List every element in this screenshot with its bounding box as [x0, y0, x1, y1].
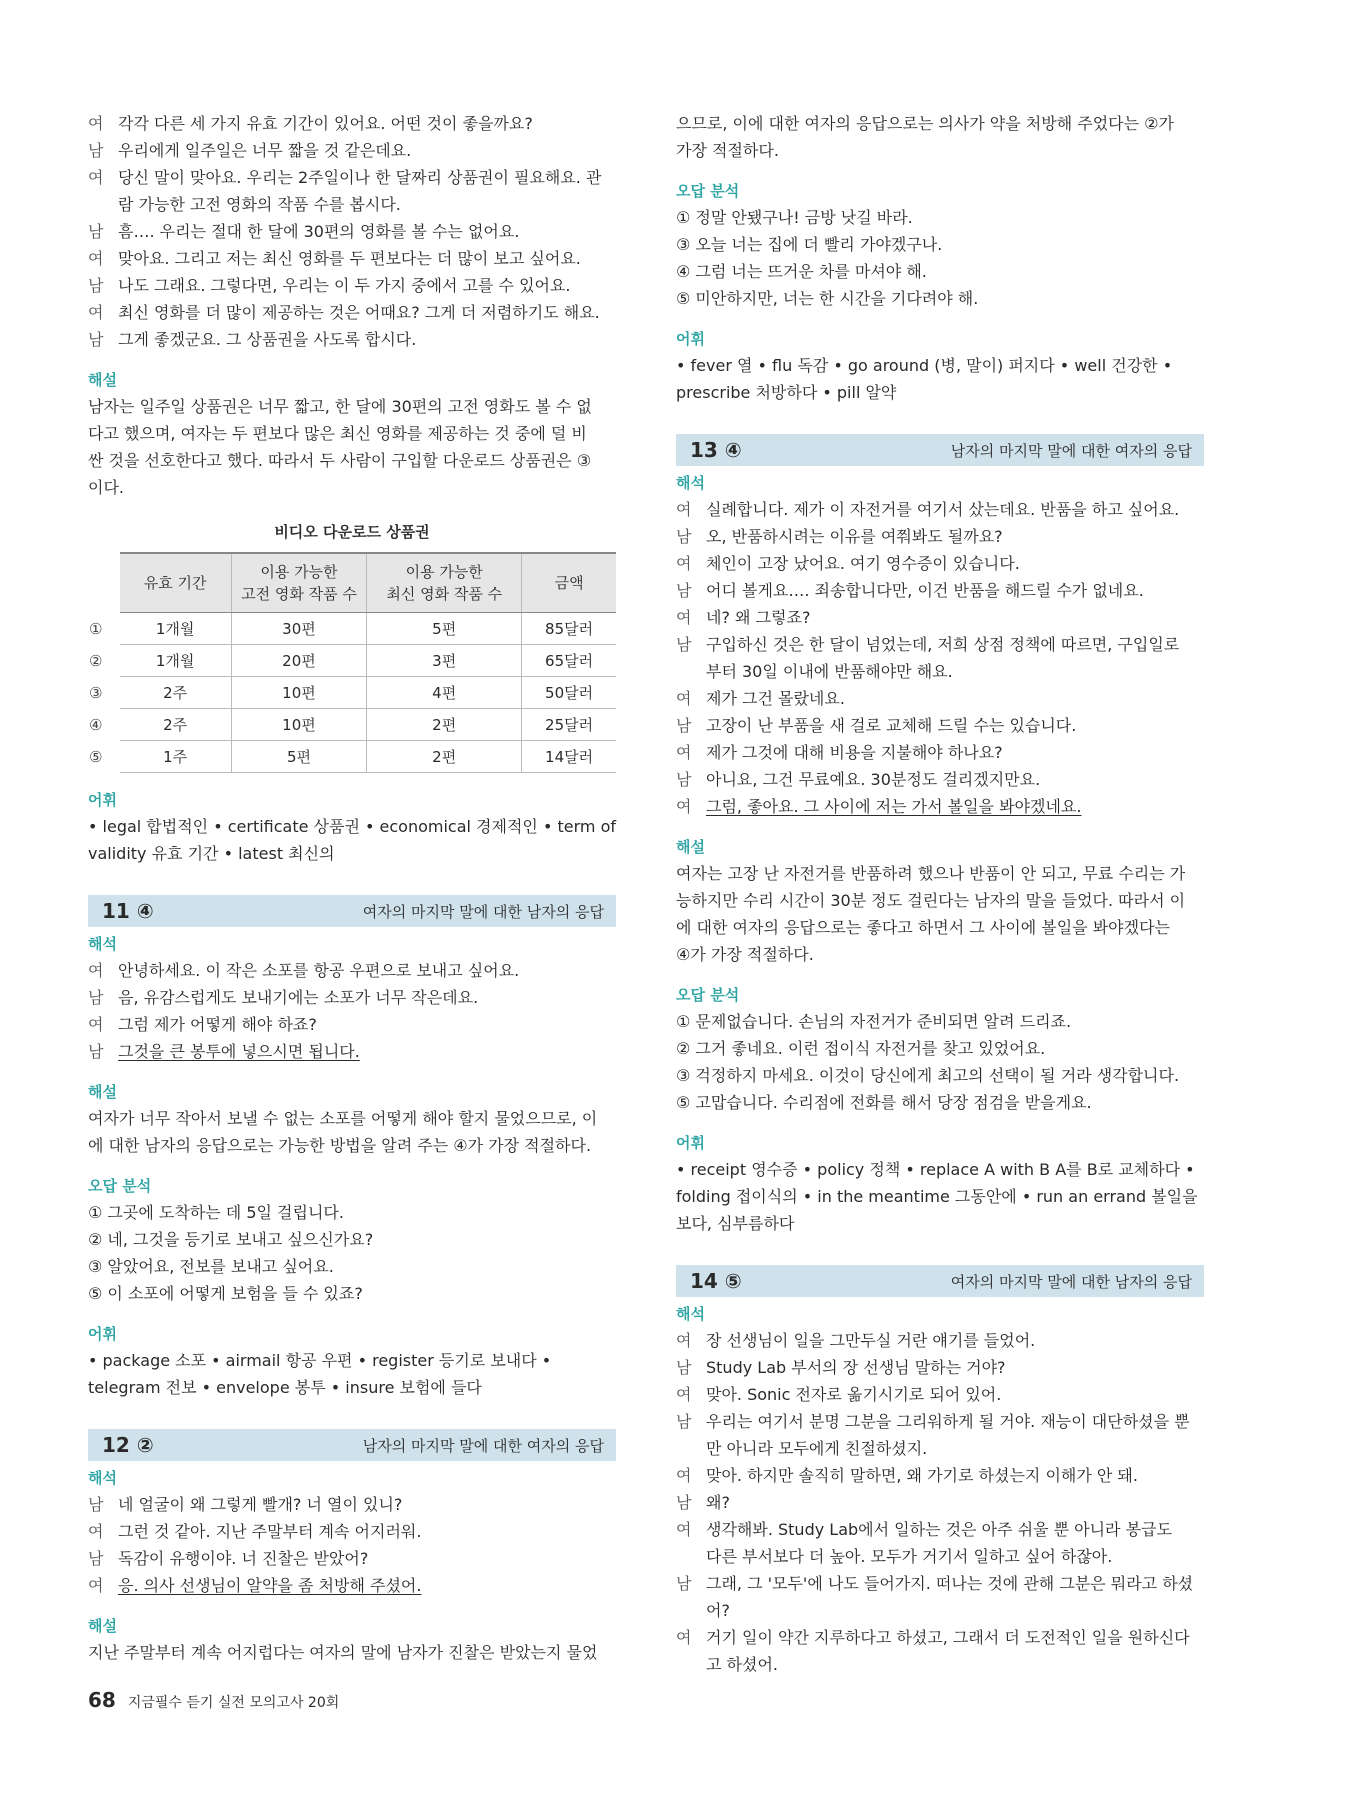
text-line: ② 그거 좋네요. 이런 접이식 자전거를 찾고 있었어요.: [676, 1039, 1046, 1058]
dialogue-text: 실례합니다. 제가 이 자전거를 여기서 샀는데요. 반품을 하고 싶어요.: [706, 500, 1180, 519]
text-line: 여자는 고장 난 자전거를 반품하려 했으나 반품이 안 되고, 무료 수리는 가: [676, 864, 1186, 883]
dialogue-line: [88, 1011, 616, 1038]
dialogue-text: 람 가능한 고전 영화의 작품 수를 봅시다.: [118, 195, 401, 214]
dialogue-line: [88, 164, 616, 191]
speaker-label: [676, 1651, 706, 1678]
dialogue-line: [88, 1545, 616, 1572]
section-label-odap: 오답 분석: [88, 1177, 152, 1195]
table-cell: 25달러: [522, 709, 616, 741]
dialogue-text: 당신 말이 맞아요. 우리는 2주일이나 한 달짜리 상품권이 필요해요. 관: [118, 168, 602, 187]
dialogue-line: [676, 1408, 1204, 1435]
speaker-label: 남: [88, 222, 104, 241]
section-label-vocab: 어휘: [676, 330, 705, 348]
haeseol-paragraph: [676, 860, 1204, 968]
speaker-label: 남: [676, 716, 692, 735]
speaker-label: 여: [676, 743, 692, 762]
dialogue-line: [676, 685, 1204, 712]
table-row: [88, 709, 616, 741]
text-line: 여자가 너무 작아서 보낼 수 없는 소포를 어떻게 해야 할지 물었으므로, 이: [88, 1109, 598, 1128]
table-row: [88, 741, 616, 773]
dialogue-text: 제가 그것에 대해 비용을 지불해야 하나요?: [706, 743, 1003, 762]
text-line: 가장 적절하다.: [676, 141, 779, 160]
dialogue-line: [88, 218, 616, 245]
dialogue-line: [676, 550, 1204, 577]
table-cell: 3편: [367, 645, 522, 677]
speaker-label: 남: [676, 770, 692, 789]
dialogue-line: [88, 957, 616, 984]
speaker-label: [676, 1435, 706, 1462]
dialogue-q12: [88, 1491, 616, 1599]
table-cell: 1주: [120, 741, 232, 773]
dialogue-line: [88, 137, 616, 164]
speaker-label: 여: [676, 554, 692, 573]
dialogue-text: 오, 반품하시려는 이유를 여쭤봐도 될까요?: [706, 527, 1003, 546]
dialogue-text: 독감이 유행이야. 너 진찰은 받았어?: [118, 1549, 369, 1568]
dialogue-line: [676, 712, 1204, 739]
dialogue-line: [676, 1516, 1204, 1543]
table-cell: 4편: [367, 677, 522, 709]
speaker-label: 남: [88, 988, 104, 1007]
text-line: ⑤ 미안하지만, 너는 한 시간을 기다려야 해.: [676, 289, 979, 308]
dialogue-intro: [88, 110, 616, 353]
text-line: ⑤ 이 소포에 어떻게 보험을 들 수 있죠?: [88, 1284, 363, 1303]
dialogue-line: [676, 1435, 1204, 1462]
text-line: ④ 그럼 너는 뜨거운 차를 마셔야 해.: [676, 262, 927, 281]
dialogue-text: 맞아. 하지만 솔직히 말하면, 왜 가기로 하셨는지 이해가 안 돼.: [706, 1466, 1138, 1485]
speaker-label: 여: [88, 168, 104, 187]
page-footer: [88, 1688, 339, 1712]
dialogue-line: [676, 1543, 1204, 1570]
table-cell: 14달러: [522, 741, 616, 773]
dialogue-text: 어디 볼게요…. 죄송합니다만, 이건 반품을 해드릴 수가 없네요.: [706, 581, 1144, 600]
vocab-list: • legal 합법적인 • certificate 상품권 • economical 경제적인 • term of validity 유효 기간 • latest 최신의: [88, 817, 617, 863]
dialogue-line: [676, 496, 1204, 523]
speaker-label: 여: [676, 1385, 692, 1404]
dialogue-line: [88, 272, 616, 299]
text-line: 다고 했으며, 여자는 두 편보다 많은 최신 영화를 제공하는 것 중에 덜 비: [88, 424, 587, 443]
dialogue-line: [676, 523, 1204, 550]
text-line: 이다.: [88, 478, 124, 497]
section-label-haeseok: 해석: [88, 1469, 117, 1487]
section-label-odap: 오답 분석: [676, 182, 740, 200]
dialogue-line: [676, 1624, 1204, 1651]
left-column: [88, 110, 616, 1666]
speaker-label: [676, 1543, 706, 1570]
speaker-label: 여: [88, 1015, 104, 1034]
table-cell: 30편: [231, 613, 367, 645]
dialogue-text: 거기 일이 약간 지루하다고 하셨고, 그래서 더 도전적인 일을 원하신다: [706, 1628, 1190, 1647]
table-body: [88, 613, 616, 773]
speaker-label: 여: [676, 797, 692, 816]
dialogue-text: 그래, 그 '모두'에 나도 들어가지. 떠나는 것에 관해 그분은 뭐라고 하셨어?: [706, 1574, 1194, 1620]
speaker-label: 여: [676, 500, 692, 519]
question-description: 여자의 마지막 말에 대한 남자의 응답: [362, 902, 604, 921]
speaker-label: 남: [88, 1042, 104, 1061]
vocab-list: • receipt 영수증 • policy 정책 • replace A with B A를 B로 교체하다 • folding 접이식의 • in the meantime 그동안에 • run an errand 볼일을 보다, 심부름하다: [676, 1160, 1198, 1233]
row-mark: ⑤: [89, 747, 103, 766]
dialogue-text: 구입하신 것은 한 달이 넘었는데, 저희 상점 정책에 따르면, 구입일로: [706, 635, 1180, 654]
dialogue-line: [676, 1462, 1204, 1489]
dialogue-text: 왜?: [706, 1493, 730, 1512]
speaker-label: 여: [88, 1522, 104, 1541]
speaker-label: 여: [88, 114, 104, 133]
text-line: 에 대한 여자의 응답으로는 좋다고 하면서 그 사이에 볼일을 봐야겠다는: [676, 918, 1170, 937]
question-number: 12 ②: [102, 1433, 154, 1457]
question-description: 남자의 마지막 말에 대한 여자의 응답: [950, 441, 1192, 460]
speaker-label: 남: [676, 1412, 692, 1431]
table-cell: 2주: [120, 709, 232, 741]
right-column: [676, 110, 1204, 1678]
haeseol-continued: [676, 110, 1204, 164]
text-line: 싼 것을 선호한다고 했다. 따라서 두 사람이 구입할 다운로드 상품권은 ③: [88, 451, 592, 470]
speaker-label: 여: [88, 303, 104, 322]
speaker-label: 남: [88, 1549, 104, 1568]
table-cell: 2주: [120, 677, 232, 709]
question-header-12: [88, 1429, 616, 1461]
dialogue-text: 네? 왜 그렇죠?: [706, 608, 811, 627]
table-cell: 5편: [231, 741, 367, 773]
section-label-haeseol: 해설: [88, 371, 117, 389]
text-line: 에 대한 남자의 응답으로는 가능한 방법을 알려 주는 ④가 가장 적절하다.: [88, 1136, 592, 1155]
dialogue-q14: [676, 1327, 1204, 1678]
table-cell: 1개월: [120, 645, 232, 677]
row-mark: ②: [89, 651, 103, 670]
text-line: ② 네, 그것을 등기로 보내고 싶으신가요?: [88, 1230, 374, 1249]
odap-list: [676, 204, 1204, 312]
table-header-price: 금액: [522, 553, 616, 613]
speaker-label: 남: [676, 1574, 692, 1593]
question-number: 13 ④: [690, 438, 742, 462]
speaker-label: 남: [88, 1495, 104, 1514]
table-row: [88, 677, 616, 709]
dialogue-text: 그런 것 같아. 지난 주말부터 계속 어지러워.: [118, 1522, 422, 1541]
question-number: 14 ⑤: [690, 1269, 742, 1293]
text-line: ④가 가장 적절하다.: [676, 945, 814, 964]
table-header-classic: 이용 가능한 고전 영화 작품 수: [231, 553, 367, 613]
text-line: 으므로, 이에 대한 여자의 응답으로는 의사가 약을 처방해 주었다는 ②가: [676, 114, 1174, 133]
dialogue-text: 네 얼굴이 왜 그렇게 빨개? 너 열이 있니?: [118, 1495, 403, 1514]
question-description: 여자의 마지막 말에 대한 남자의 응답: [950, 1272, 1192, 1291]
table-row: [88, 613, 616, 645]
vocab-list: • package 소포 • airmail 항공 우편 • register 등기로 보내다 • telegram 전보 • envelope 봉투 • insure 보험에 들다: [88, 1351, 552, 1397]
table-header-latest: 이용 가능한 최신 영화 작품 수: [367, 553, 522, 613]
dialogue-line: [676, 1570, 1204, 1624]
page-number: 68: [88, 1688, 116, 1712]
speaker-label: 여: [88, 1576, 104, 1595]
dialogue-line: [676, 1651, 1204, 1678]
dialogue-text: 고 하셨어.: [706, 1655, 778, 1674]
dialogue-line: [88, 1491, 616, 1518]
odap-list: [88, 1199, 616, 1307]
dialogue-line: [676, 1489, 1204, 1516]
table-caption: 비디오 다운로드 상품권: [274, 523, 430, 541]
dialogue-line: [676, 793, 1204, 820]
text-line: ① 그곳에 도착하는 데 5일 걸립니다.: [88, 1203, 344, 1222]
dialogue-line: [88, 1518, 616, 1545]
section-label-haeseol: 해설: [676, 838, 705, 856]
speaker-label: [88, 191, 118, 218]
dialogue-text: 나도 그래요. 그렇다면, 우리는 이 두 가지 중에서 고를 수 있어요.: [118, 276, 571, 295]
haeseol-paragraph: [88, 393, 616, 501]
table-cell: 2편: [367, 741, 522, 773]
haeseol-paragraph: [88, 1105, 616, 1159]
speaker-label: 여: [676, 1628, 692, 1647]
book-title: 지금필수 듣기 실전 모의고사 20회: [127, 1695, 340, 1711]
table-cell: 10편: [231, 677, 367, 709]
speaker-label: 여: [676, 608, 692, 627]
dialogue-text: 흠…. 우리는 절대 한 달에 30편의 영화를 볼 수는 없어요.: [118, 222, 520, 241]
dialogue-line: [88, 191, 616, 218]
section-label-haeseok: 해석: [676, 1305, 705, 1323]
section-label-vocab: 어휘: [676, 1134, 705, 1152]
row-mark: ④: [89, 715, 103, 734]
text-line: ③ 알았어요, 전보를 보내고 싶어요.: [88, 1257, 334, 1276]
dialogue-text: 맞아요. 그리고 저는 최신 영화를 두 편보다는 더 많이 보고 싶어요.: [118, 249, 581, 268]
text-line: 남자는 일주일 상품권은 너무 짧고, 한 달에 30편의 고전 영화도 볼 수 없: [88, 397, 592, 416]
table-cell: 50달러: [522, 677, 616, 709]
dialogue-text: 고장이 난 부품을 새 걸로 교체해 드릴 수는 있습니다.: [706, 716, 1077, 735]
section-label-haeseok: 해석: [88, 935, 117, 953]
table-cell: 10편: [231, 709, 367, 741]
table-cell: 2편: [367, 709, 522, 741]
vocab-list: • fever 열 • flu 독감 • go around (병, 말이) 퍼지다 • well 건강한 • prescribe 처방하다 • pill 알약: [676, 356, 1173, 402]
section-label-haeseol: 해설: [88, 1083, 117, 1101]
dialogue-q11: [88, 957, 616, 1065]
dialogue-line: [676, 631, 1204, 658]
text-line: ① 문제없습니다. 손님의 자전거가 준비되면 알려 드리죠.: [676, 1012, 1072, 1031]
dialogue-line: [88, 1572, 616, 1599]
text-line: 능하지만 수리 시간이 30분 정도 걸린다는 남자의 말을 들었다. 따라서 이: [676, 891, 1186, 910]
speaker-label: 남: [88, 276, 104, 295]
text-line: ③ 오늘 너는 집에 더 빨리 가야겠구나.: [676, 235, 943, 254]
dialogue-text: 그게 좋겠군요. 그 상품권을 사도록 합시다.: [118, 330, 417, 349]
dialogue-line: [88, 1038, 616, 1065]
speaker-label: 여: [88, 249, 104, 268]
dialogue-text: 생각해봐. Study Lab에서 일하는 것은 아주 쉬울 뿐 아니라 봉급도: [706, 1520, 1172, 1539]
section-label-haeseok: 해석: [676, 474, 705, 492]
speaker-label: 여: [676, 1466, 692, 1485]
dialogue-text: 음, 유감스럽게도 보내기에는 소포가 너무 작은데요.: [118, 988, 479, 1007]
dialogue-line: [88, 299, 616, 326]
section-label-haeseol: 해설: [88, 1617, 117, 1635]
speaker-label: 남: [88, 141, 104, 160]
speaker-label: [676, 658, 706, 685]
text-line: ⑤ 고맙습니다. 수리점에 전화를 해서 당장 점검을 받을게요.: [676, 1093, 1092, 1112]
speaker-label: 남: [676, 1358, 692, 1377]
table-cell: 65달러: [522, 645, 616, 677]
dialogue-line: [676, 766, 1204, 793]
dialogue-text: 응. 의사 선생님이 알약을 좀 처방해 주셨어.: [118, 1576, 422, 1595]
dialogue-line: [88, 984, 616, 1011]
speaker-label: 여: [676, 689, 692, 708]
dialogue-line: [676, 1354, 1204, 1381]
dialogue-text: 장 선생님이 일을 그만두실 거란 얘기를 들었어.: [706, 1331, 1036, 1350]
dialogue-text: 부터 30일 이내에 반품해야만 해요.: [706, 662, 953, 681]
speaker-label: 여: [676, 1520, 692, 1539]
dialogue-text: 그럼, 좋아요. 그 사이에 저는 가서 볼일을 봐야겠네요.: [706, 797, 1082, 816]
speaker-label: 남: [676, 635, 692, 654]
dialogue-text: 만 아니라 모두에게 친절하셨지.: [706, 1439, 928, 1458]
dialogue-text: 우리는 여기서 분명 그분을 그리워하게 될 거야. 재능이 대단하셨을 뿐: [706, 1412, 1190, 1431]
section-label-odap: 오답 분석: [676, 986, 740, 1004]
dialogue-text: 그럼 제가 어떻게 해야 하죠?: [118, 1015, 317, 1034]
question-header-13: [676, 434, 1204, 466]
dialogue-text: 아니요, 그건 무료예요. 30분정도 걸리겠지만요.: [706, 770, 1041, 789]
dialogue-text: 제가 그건 몰랐네요.: [706, 689, 845, 708]
dialogue-text: 그것을 큰 봉투에 넣으시면 됩니다.: [118, 1042, 360, 1061]
table-cell: 85달러: [522, 613, 616, 645]
dialogue-text: 다른 부서보다 더 높아. 모두가 거기서 일하고 싶어 하잖아.: [706, 1547, 1113, 1566]
dialogue-line: [676, 1327, 1204, 1354]
dialogue-line: [676, 604, 1204, 631]
speaker-label: 남: [676, 581, 692, 600]
table-header-validity: 유효 기간: [120, 553, 232, 613]
dialogue-text: 맞아. Sonic 전자로 옮기시기로 되어 있어.: [706, 1385, 1002, 1404]
row-mark: ③: [89, 683, 103, 702]
dialogue-line: [676, 577, 1204, 604]
dialogue-text: Study Lab 부서의 장 선생님 말하는 거야?: [706, 1358, 1006, 1377]
haeseol-line: 지난 주말부터 계속 어지럽다는 여자의 말에 남자가 진찰은 받았는지 물었: [88, 1643, 598, 1662]
dialogue-line: [88, 245, 616, 272]
speaker-label: 남: [676, 1493, 692, 1512]
section-label-vocab: 어휘: [88, 1325, 117, 1343]
dialogue-text: 최신 영화를 더 많이 제공하는 것은 어때요? 그게 더 저렴하기도 해요.: [118, 303, 600, 322]
speaker-label: 여: [676, 1331, 692, 1350]
row-mark: ①: [89, 619, 103, 638]
dialogue-line: [88, 110, 616, 137]
dialogue-text: 우리에게 일주일은 너무 짧을 것 같은데요.: [118, 141, 412, 160]
dialogue-line: [676, 658, 1204, 685]
text-line: ① 정말 안됐구나! 금방 낫길 바라.: [676, 208, 913, 227]
question-number: 11 ④: [102, 899, 154, 923]
odap-list: [676, 1008, 1204, 1116]
question-header-14: [676, 1265, 1204, 1297]
text-line: ③ 걱정하지 마세요. 이것이 당신에게 최고의 선택이 될 거라 생각합니다.: [676, 1066, 1180, 1085]
voucher-table: [88, 552, 616, 773]
dialogue-text: 안녕하세요. 이 작은 소포를 항공 우편으로 보내고 싶어요.: [118, 961, 520, 980]
dialogue-text: 체인이 고장 났어요. 여기 영수증이 있습니다.: [706, 554, 1020, 573]
dialogue-q13: [676, 496, 1204, 820]
table-mark-header: [88, 553, 120, 613]
speaker-label: 남: [88, 330, 104, 349]
table-row: [88, 645, 616, 677]
speaker-label: 여: [88, 961, 104, 980]
question-description: 남자의 마지막 말에 대한 여자의 응답: [362, 1436, 604, 1455]
section-label-vocab: 어휘: [88, 791, 117, 809]
speaker-label: 남: [676, 527, 692, 546]
question-header-11: [88, 895, 616, 927]
table-cell: 5편: [367, 613, 522, 645]
dialogue-line: [676, 739, 1204, 766]
dialogue-text: 각각 다른 세 가지 유효 기간이 있어요. 어떤 것이 좋을까요?: [118, 114, 533, 133]
dialogue-line: [88, 326, 616, 353]
dialogue-line: [676, 1381, 1204, 1408]
table-cell: 1개월: [120, 613, 232, 645]
table-cell: 20편: [231, 645, 367, 677]
